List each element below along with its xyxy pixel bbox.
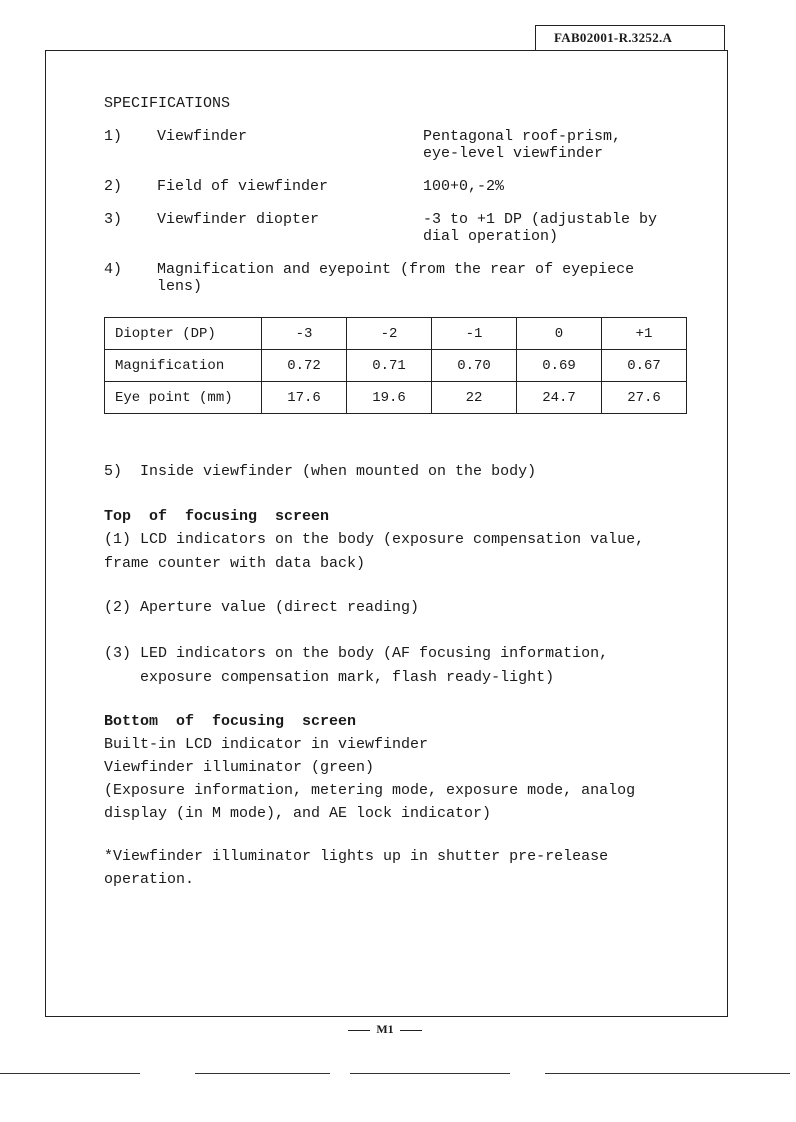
row-header: Diopter (DP) xyxy=(105,318,262,350)
table-row xyxy=(105,382,687,414)
item-5: 5) Inside viewfinder (when mounted on the body) xyxy=(104,463,537,480)
table-cell: -2 xyxy=(347,318,432,350)
bottom-rule xyxy=(0,1073,140,1074)
table-cell: 0.70 xyxy=(432,350,517,382)
top-p2: (2) Aperture value (direct reading) xyxy=(104,599,420,616)
table-row xyxy=(105,318,687,350)
bottom-line-4: display (in M mode), and AE lock indicator) xyxy=(104,805,492,822)
bottom-rule xyxy=(350,1073,510,1074)
section-heading: SPECIFICATIONS xyxy=(104,95,231,112)
table-cell: 24.7 xyxy=(517,382,602,414)
table-cell: 19.6 xyxy=(347,382,432,414)
item-4-number: 4) xyxy=(104,261,123,278)
row-header: Magnification xyxy=(105,350,262,382)
bottom-line-2: Viewfinder illuminator (green) xyxy=(104,759,375,776)
magnification-table xyxy=(104,317,687,414)
item-3-value-line-1: -3 to +1 DP (adjustable by xyxy=(423,211,658,228)
bottom-rule xyxy=(195,1073,330,1074)
dash-left xyxy=(348,1030,370,1031)
note-line-1: *Viewfinder illuminator lights up in shutter pre-release xyxy=(104,848,609,865)
page-number xyxy=(340,1022,430,1037)
item-4-line-2: lens) xyxy=(157,278,203,295)
top-section-title: Top of focusing screen xyxy=(104,508,330,525)
item-2-label: Field of viewfinder xyxy=(157,178,329,195)
bottom-line-3: (Exposure information, metering mode, exposure mode, analog xyxy=(104,782,636,799)
note-line-2: operation. xyxy=(104,871,195,888)
top-p3-line-2: exposure compensation mark, flash ready-light) xyxy=(104,669,555,686)
table-cell: 0.67 xyxy=(602,350,687,382)
bottom-line-1: Built-in LCD indicator in viewfinder xyxy=(104,736,429,753)
table-cell: -3 xyxy=(262,318,347,350)
item-1-value-line-1: Pentagonal roof-prism, xyxy=(423,128,622,145)
table-cell: 0.69 xyxy=(517,350,602,382)
table-cell: 17.6 xyxy=(262,382,347,414)
dash-right xyxy=(400,1030,422,1031)
table-cell: -1 xyxy=(432,318,517,350)
top-p1-line-2: frame counter with data back) xyxy=(104,555,366,572)
table-row xyxy=(105,350,687,382)
item-3-label: Viewfinder diopter xyxy=(157,211,320,228)
top-p1-line-1: (1) LCD indicators on the body (exposure compensation value, xyxy=(104,531,645,548)
table-cell: 0.71 xyxy=(347,350,432,382)
table-cell: 22 xyxy=(432,382,517,414)
page-number-text: M1 xyxy=(376,1022,394,1036)
item-3-number: 3) xyxy=(104,211,123,228)
table-cell: 0 xyxy=(517,318,602,350)
bottom-section-title: Bottom of focusing screen xyxy=(104,713,357,730)
item-3-value-line-2: dial operation) xyxy=(423,228,559,245)
item-2-value-line-1: 100+0,-2% xyxy=(423,178,505,195)
item-1-label: Viewfinder xyxy=(157,128,248,145)
item-1-value-line-2: eye-level viewfinder xyxy=(423,145,604,162)
table-cell: 0.72 xyxy=(262,350,347,382)
row-header: Eye point (mm) xyxy=(105,382,262,414)
table-cell: 27.6 xyxy=(602,382,687,414)
item-2-number: 2) xyxy=(104,178,123,195)
bottom-rule xyxy=(545,1073,790,1074)
item-1-number: 1) xyxy=(104,128,123,145)
item-4-line-1: Magnification and eyepoint (from the rear of eyepiece xyxy=(157,261,635,278)
table-cell: +1 xyxy=(602,318,687,350)
top-p3-line-1: (3) LED indicators on the body (AF focusing information, xyxy=(104,645,609,662)
document-id: FAB02001-R.3252.A xyxy=(535,25,725,51)
